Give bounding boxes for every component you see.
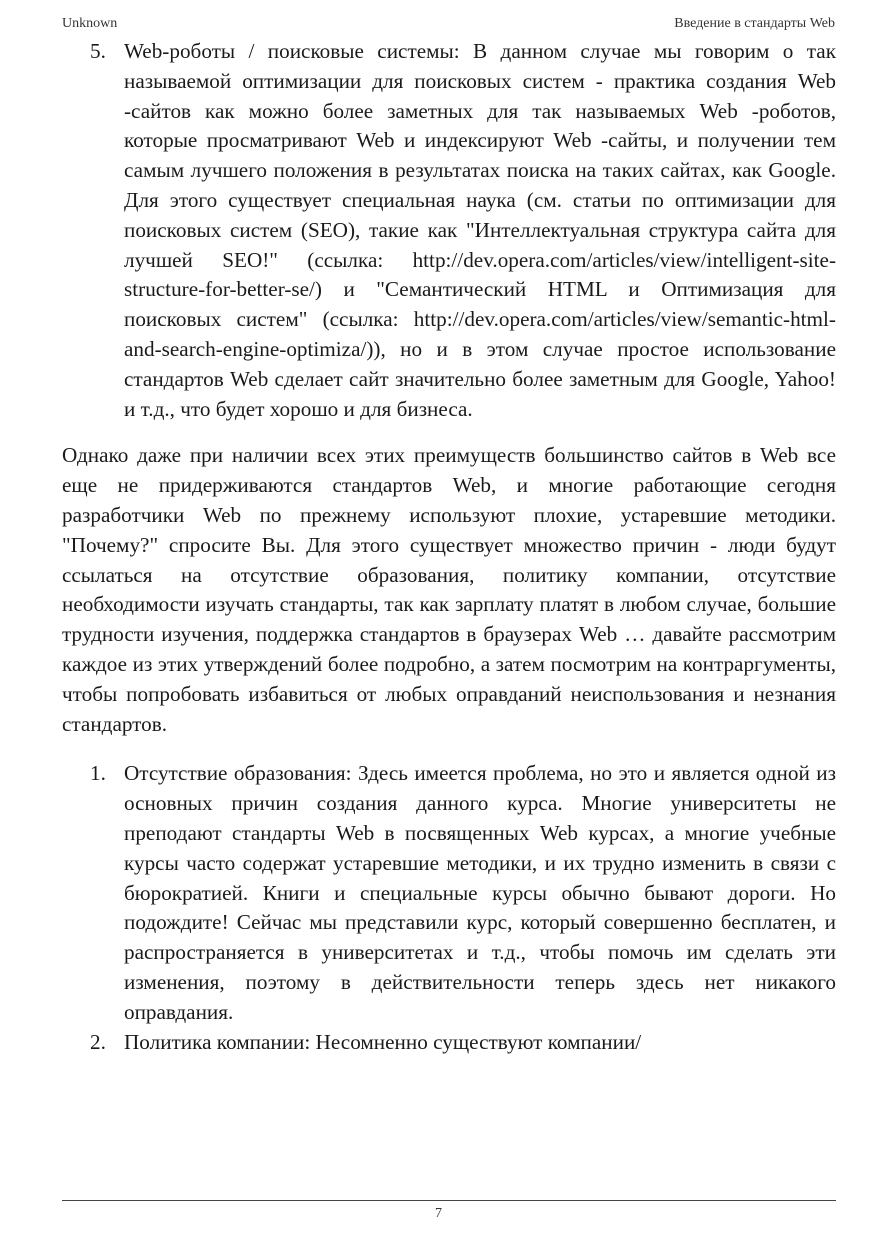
document-body [62, 37, 836, 1058]
numbered-list-top [62, 37, 836, 424]
page-header [62, 16, 835, 36]
footer-divider [62, 1200, 836, 1201]
list-item-text: Политика компании: Несомненно существуют компании/ [124, 1029, 642, 1054]
page-number: 7 [435, 1206, 442, 1221]
numbered-list-bottom [62, 759, 836, 1057]
list-item [62, 37, 836, 424]
header-title: Введение в стандарты Web [674, 16, 835, 31]
list-item [62, 1028, 836, 1058]
header-author: Unknown [62, 16, 118, 31]
list-item-text: Отсутствие образования: Здесь имеется проблема, но это и является одной из основных причин создания данного курса. Многие университеты не преподают стандарты Web в посвященных Web курсах, а многие учебные курсы часто содержат устаревшие методики, и их трудно изменить в связи с бюрократией. Книги и специальные курсы обычно бывают дороги. Но подождите! Сейчас мы представили курс, который совершенно бесплатен, и распространяется в университетах и т.д., чтобы помочь им сделать эти изменения, поэтому в действительности теперь здесь нет никакого оправдания. [124, 761, 836, 1024]
body-paragraph: Однако даже при наличии всех этих преимуществ большинство сайтов в Web все еще не придерживаются стандартов Web, и многие работающие сегодня разработчики Web по прежнему используют плохие, устаревшие методики. "Почему?" спросите Вы. Для этого существует множество причин - люди будут ссылаться на отсутствие образования, политику компании, отсутствие необходимости изучать стандарты, так как зарплату платят в любом случае, большие трудности изучения, поддержка стандартов в браузерах Web … давайте рассмотрим каждое из этих утверждений более подробно, а затем посмотрим на контраргументы, чтобы попробовать избавиться от любых оправданий неиспользования и незнания стандартов. [62, 443, 836, 736]
list-item-text: Web-роботы / поисковые системы: В данном случае мы говорим о так называемой оптимизации для поисковых систем - практика создания Web -сайтов как можно более заметных для так называемых Web -роботов, которые просматривают Web и индексируют Web -сайты, и получении тем самым лучшего положения в результатах поиска на таких сайтах, как Google. Для этого существует специальная наука (см. статьи по оптимизации для поисковых систем (SEO), такие как "Интеллектуальная структура сайта для лучшей SEO!" (ссылка: http://dev.opera.com/articles/view/intelligent-site-structure-for-better-se/) и "Семантический HTML и Оптимизация для поисковых систем" (ссылка: http://dev.opera.com/articles/view/semantic-html-and-search-engine-optimiza/)), но и в этом случае простое использование стандартов Web сделает сайт значительно более заметным для Google, Yahoo! и т.д., что будет хорошо и для бизнеса. [124, 39, 836, 421]
list-item-number: 2. [90, 1029, 106, 1054]
list-item-number: 1. [90, 761, 106, 786]
list-item-number: 5. [90, 39, 106, 63]
list-item [62, 759, 836, 1027]
